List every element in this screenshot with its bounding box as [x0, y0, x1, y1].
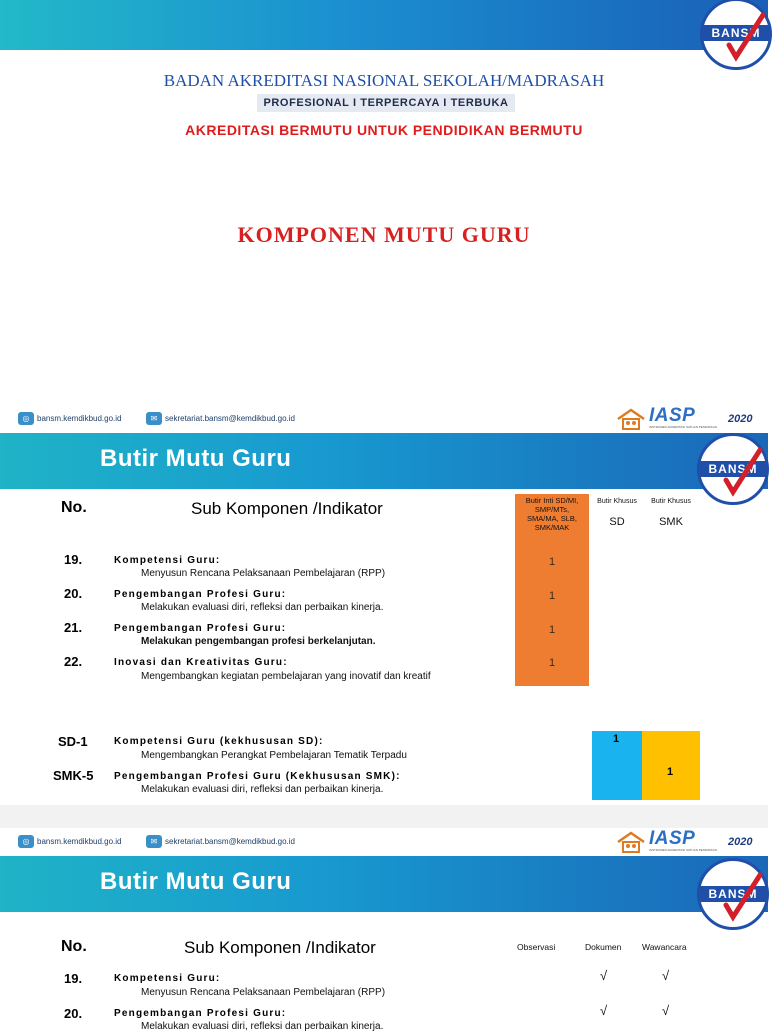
- motto: PROFESIONAL I TERPERCAYA I TERBUKA: [257, 94, 515, 112]
- cover-title: KOMPONEN MUTU GURU: [237, 222, 531, 247]
- slide-butir-mutu: [0, 405, 768, 805]
- slide-header-strip: [0, 405, 768, 433]
- smk-label: SMK: [659, 516, 683, 528]
- column-header-observasi: Observasi: [517, 942, 556, 952]
- email-text: sekretariat.bansm@kemdikbud.go.id: [165, 414, 295, 423]
- column-header-no: No.: [61, 499, 87, 516]
- sd-label: SD: [609, 516, 625, 528]
- slide-title: Butir Mutu Guru: [100, 445, 292, 472]
- sd-special-cell: [592, 731, 642, 800]
- check-mark-icon: [700, 861, 766, 927]
- butir-khusus-smk-label: Butir Khusus: [651, 498, 691, 505]
- iasp-word: IASP: [649, 405, 696, 426]
- iasp-logo: [616, 406, 766, 432]
- website-contact: [18, 412, 122, 425]
- row-category: Pengembangan Profesi Guru:: [114, 623, 287, 634]
- iasp-year: 2020: [728, 836, 753, 848]
- row-number: 19.: [64, 971, 83, 986]
- row-number: 20.: [64, 586, 83, 601]
- row-category: Kompetensi Guru:: [114, 555, 221, 566]
- row-number: 21.: [64, 620, 83, 635]
- house-icon: [616, 831, 646, 853]
- iasp-word: IASP: [649, 828, 696, 849]
- row-category: Kompetensi Guru (kekhususan SD):: [114, 736, 324, 747]
- column-header-dokumen: Dokumen: [585, 942, 622, 952]
- row-category: Pengembangan Profesi Guru (Kekhususan SMK):: [114, 771, 401, 782]
- row-category: Kompetensi Guru:: [114, 973, 221, 984]
- column-header-no: No.: [61, 938, 87, 955]
- iasp-logo: [616, 829, 766, 855]
- cloud-mail-icon: ✉: [146, 412, 162, 425]
- row-description: Melakukan evaluasi diri, refleksi dan perbaikan kinerja.: [141, 1021, 384, 1032]
- cover-header-band: [0, 0, 768, 50]
- row-number: 19.: [64, 552, 83, 567]
- globe-icon: ◎: [18, 412, 34, 425]
- slide-gap: [0, 805, 768, 828]
- row-description: Menyusun Rencana Pelaksanaan Pembelajaran (RPP): [141, 987, 386, 998]
- bansm-logo: [697, 858, 769, 930]
- tagline: AKREDITASI BERMUTU UNTUK PENDIDIKAN BERMUTU: [185, 122, 583, 138]
- dokumen-check: √: [600, 968, 608, 983]
- slide-header-strip: [0, 828, 768, 856]
- organization-name: BADAN AKREDITASI NASIONAL SEKOLAH/MADRASAH: [163, 71, 605, 90]
- check-mark-icon: [703, 1, 769, 67]
- smk-special-cell: [642, 731, 700, 800]
- column-header-sub: Sub Komponen /Indikator: [191, 499, 383, 518]
- row-number: 22.: [64, 654, 83, 669]
- row-description: Melakukan pengembangan profesi berkelanjutan.: [141, 636, 376, 647]
- row-number: SD-1: [58, 734, 88, 749]
- logo-text: BANSM: [700, 461, 766, 477]
- butir-inti-header: Butir Inti SD/MI, SMP/MTs, SMA/MA, SLB, SMK/MAK: [525, 496, 579, 532]
- column-header-sub: Sub Komponen /Indikator: [184, 938, 376, 957]
- row-description: Melakukan evaluasi diri, refleksi dan perbaikan kinerja.: [141, 602, 384, 613]
- house-icon: [616, 408, 646, 430]
- slide-title: Butir Mutu Guru: [100, 868, 292, 895]
- inti-value-21: 1: [548, 624, 556, 636]
- email-contact: [146, 835, 295, 848]
- row-number: SMK-5: [53, 768, 94, 783]
- cloud-mail-icon: ✉: [146, 835, 162, 848]
- slide-butir-mutu-evidence: [0, 828, 768, 1032]
- row-number: 20.: [64, 1006, 83, 1021]
- inti-value-20: 1: [548, 590, 556, 602]
- row-description: Mengembangkan Perangkat Pembelajaran Tematik Terpadu: [141, 750, 407, 761]
- iasp-year: 2020: [728, 413, 753, 425]
- wawancara-check: √: [662, 1003, 670, 1018]
- wawancara-check: √: [662, 968, 670, 983]
- email-contact: [146, 412, 295, 425]
- dokumen-check: √: [600, 1003, 608, 1018]
- row-description: Melakukan evaluasi diri, refleksi dan perbaikan kinerja.: [141, 784, 384, 795]
- smk-special-value: 1: [667, 766, 674, 778]
- check-mark-icon: [700, 436, 766, 502]
- column-header-wawancara: Wawancara: [642, 942, 687, 952]
- row-description: Mengembangkan kegiatan pembelajaran yang inovatif dan kreatif: [141, 671, 431, 682]
- bansm-logo: [700, 0, 772, 70]
- globe-icon: ◎: [18, 835, 34, 848]
- row-category: Pengembangan Profesi Guru:: [114, 589, 287, 600]
- iasp-subtitle: INSTRUMEN AKREDITASI SATUAN PENDIDIKAN: [649, 848, 718, 852]
- iasp-subtitle: INSTRUMEN AKREDITASI SATUAN PENDIDIKAN: [649, 425, 718, 429]
- row-description: Menyusun Rencana Pelaksanaan Pembelajaran (RPP): [141, 568, 386, 579]
- website-contact: [18, 835, 122, 848]
- website-text: bansm.kemdikbud.go.id: [37, 414, 122, 423]
- website-text: bansm.kemdikbud.go.id: [37, 837, 122, 846]
- title-bar: [0, 856, 768, 912]
- email-text: sekretariat.bansm@kemdikbud.go.id: [165, 837, 295, 846]
- bansm-logo: [697, 433, 769, 505]
- sd-special-value: 1: [613, 733, 620, 745]
- logo-text: BANSM: [700, 886, 766, 902]
- butir-inti-column: [515, 494, 589, 686]
- slide-cover: [0, 0, 768, 405]
- logo-text: BANSM: [703, 25, 769, 41]
- row-category: Inovasi dan Kreativitas Guru:: [114, 657, 288, 668]
- title-bar: [0, 433, 768, 489]
- inti-value-19: 1: [548, 556, 556, 568]
- inti-value-22: 1: [548, 657, 556, 669]
- row-category: Pengembangan Profesi Guru:: [114, 1008, 287, 1019]
- butir-khusus-sd-label: Butir Khusus: [597, 498, 637, 505]
